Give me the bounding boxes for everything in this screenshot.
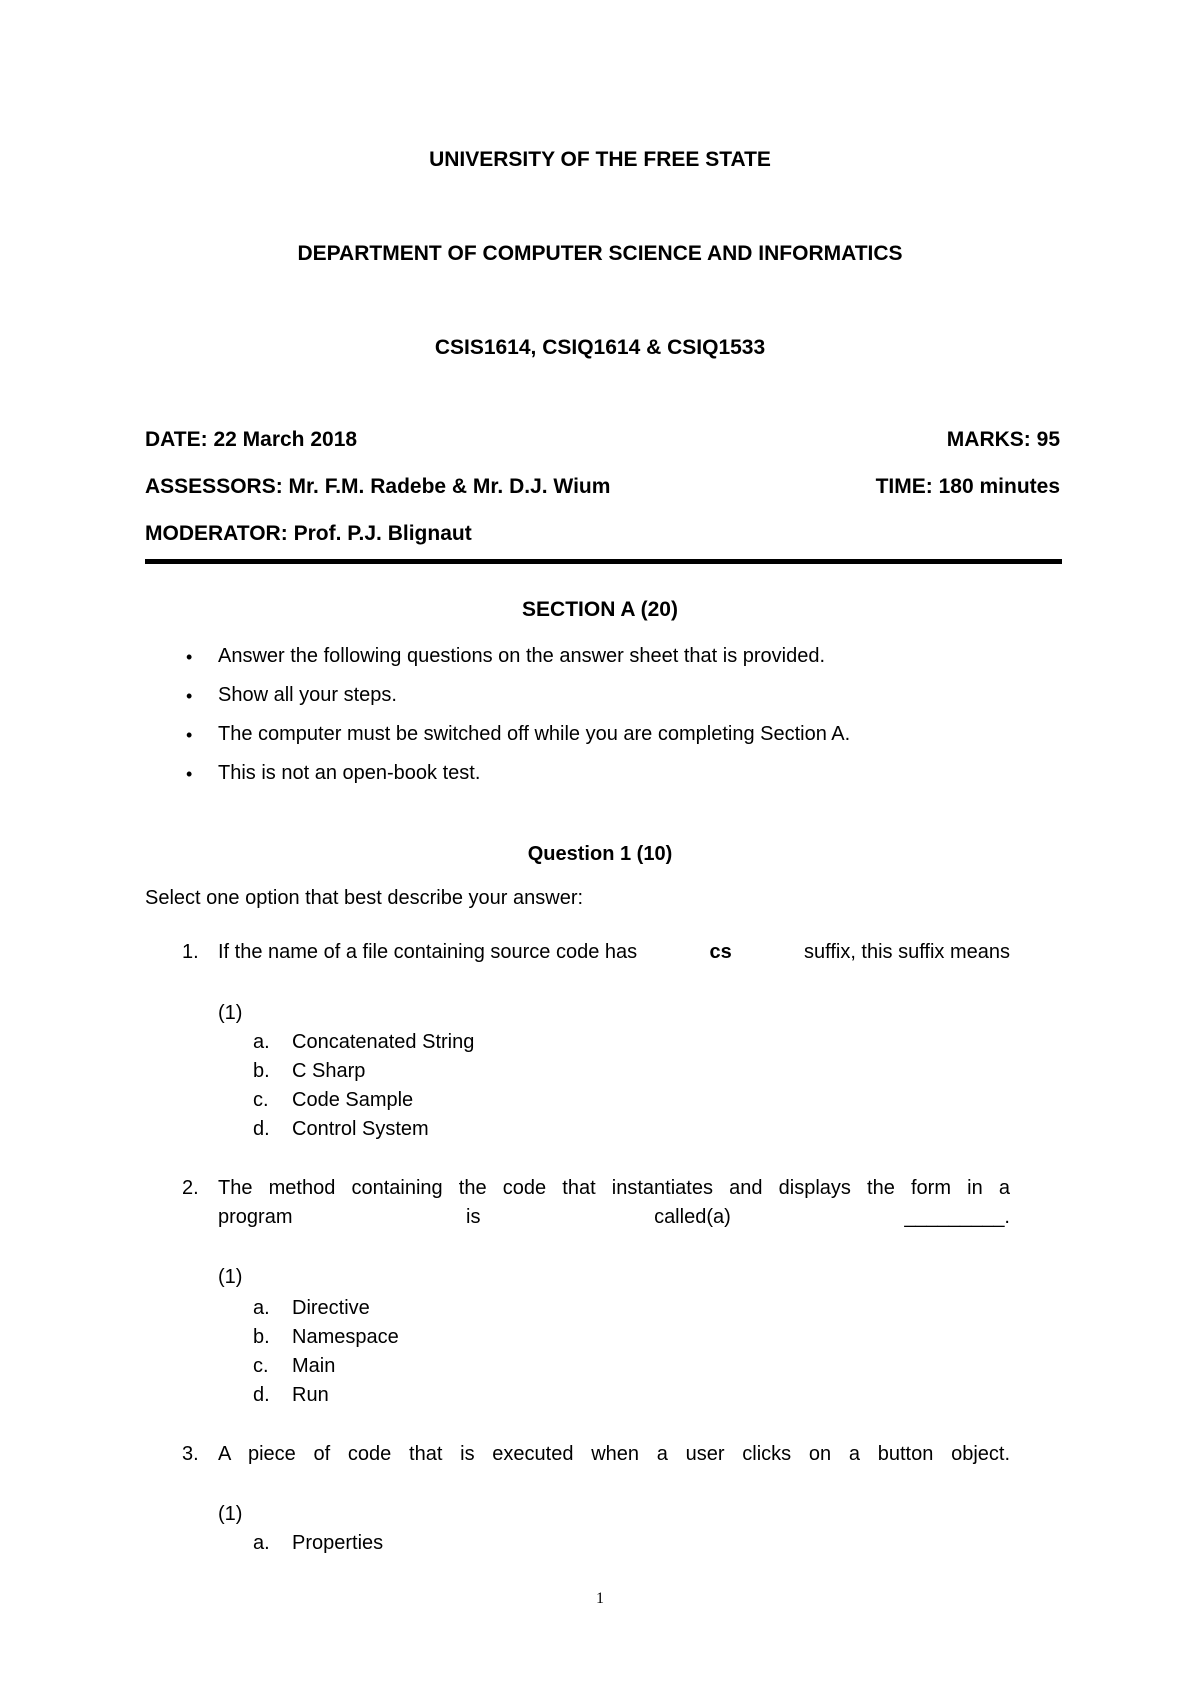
department-title: DEPARTMENT OF COMPUTER SCIENCE AND INFORMATICS bbox=[297, 242, 903, 265]
item-word: called(a) bbox=[654, 1206, 731, 1228]
time-label: TIME: bbox=[875, 475, 933, 498]
item-text-line2 bbox=[218, 1206, 1010, 1229]
option-text: Properties bbox=[292, 1532, 384, 1554]
item-marks: (1) bbox=[218, 1503, 243, 1525]
bullet-icon: • bbox=[186, 725, 193, 745]
option-letter: b. bbox=[253, 1060, 270, 1082]
item-word: is bbox=[466, 1206, 481, 1228]
option-text: C Sharp bbox=[292, 1060, 366, 1082]
date-line bbox=[145, 428, 357, 452]
module-codes: CSIS1614, CSIQ1614 & CSIQ1533 bbox=[434, 336, 766, 359]
item-number: 1. bbox=[182, 941, 199, 963]
option-text: Namespace bbox=[292, 1326, 399, 1348]
option-letter: a. bbox=[253, 1532, 270, 1554]
option-letter: b. bbox=[253, 1326, 270, 1348]
instruction-item: The computer must be switched off while you are completing Section A. bbox=[218, 723, 851, 745]
option-letter: d. bbox=[253, 1118, 270, 1140]
moderator-label: MODERATOR: bbox=[145, 522, 288, 545]
marks-line bbox=[947, 428, 1060, 452]
option-text: Code Sample bbox=[292, 1089, 414, 1111]
bullet-icon: • bbox=[186, 647, 193, 667]
option-letter: a. bbox=[253, 1297, 270, 1319]
question-title: Question 1 (10) bbox=[527, 843, 673, 865]
item-text-part: suffix, this suffix means bbox=[804, 941, 1011, 963]
instruction-item: This is not an open-book test. bbox=[218, 762, 481, 784]
time-value: 180 minutes bbox=[938, 475, 1060, 498]
item-text-part: If the name of a file containing source code has bbox=[218, 941, 638, 963]
bullet-icon: • bbox=[186, 686, 193, 706]
option-text: Concatenated String bbox=[292, 1031, 475, 1053]
time-line bbox=[876, 475, 1060, 499]
page-number: 1 bbox=[596, 1590, 604, 1607]
marks-label: MARKS: bbox=[946, 428, 1031, 451]
option-text: Control System bbox=[292, 1118, 429, 1140]
assessors-line bbox=[145, 475, 610, 499]
option-letter: c. bbox=[253, 1089, 269, 1111]
assessors-label: ASSESSORS: bbox=[145, 475, 283, 498]
item-word: program bbox=[218, 1206, 293, 1228]
option-letter: c. bbox=[253, 1355, 269, 1377]
option-text: Run bbox=[292, 1384, 329, 1406]
option-text: Main bbox=[292, 1355, 336, 1377]
moderator-line bbox=[145, 522, 472, 546]
bullet-icon: • bbox=[186, 764, 193, 784]
university-title: UNIVERSITY OF THE FREE STATE bbox=[429, 148, 771, 171]
option-letter: d. bbox=[253, 1384, 270, 1406]
instruction-item: Show all your steps. bbox=[218, 684, 397, 706]
question-prompt: Select one option that best describe your answer: bbox=[145, 887, 584, 909]
moderator-value: Prof. P.J. Blignaut bbox=[293, 522, 472, 545]
option-text: Directive bbox=[292, 1297, 370, 1319]
item-marks: (1) bbox=[218, 1002, 243, 1024]
item-number: 3. bbox=[182, 1443, 199, 1465]
section-title: SECTION A (20) bbox=[522, 598, 678, 621]
header-divider bbox=[145, 559, 1062, 564]
date-value: 22 March 2018 bbox=[213, 428, 358, 451]
instruction-item: Answer the following questions on the answer sheet that is provided. bbox=[218, 645, 826, 667]
item-number: 2. bbox=[182, 1177, 199, 1199]
assessors-value: Mr. F.M. Radebe & Mr. D.J. Wium bbox=[288, 475, 611, 498]
item-text bbox=[218, 941, 1010, 964]
item-text: A piece of code that is executed when a user clicks on a button object. bbox=[218, 1443, 1010, 1465]
item-text: The method containing the code that instantiates and displays the form in a bbox=[218, 1177, 1010, 1199]
item-marks: (1) bbox=[218, 1266, 243, 1288]
item-blank: _________. bbox=[904, 1206, 1010, 1228]
item-text-bold: cs bbox=[709, 941, 732, 963]
option-letter: a. bbox=[253, 1031, 270, 1053]
date-label: DATE: bbox=[145, 428, 208, 451]
marks-value: 95 bbox=[1036, 428, 1060, 451]
